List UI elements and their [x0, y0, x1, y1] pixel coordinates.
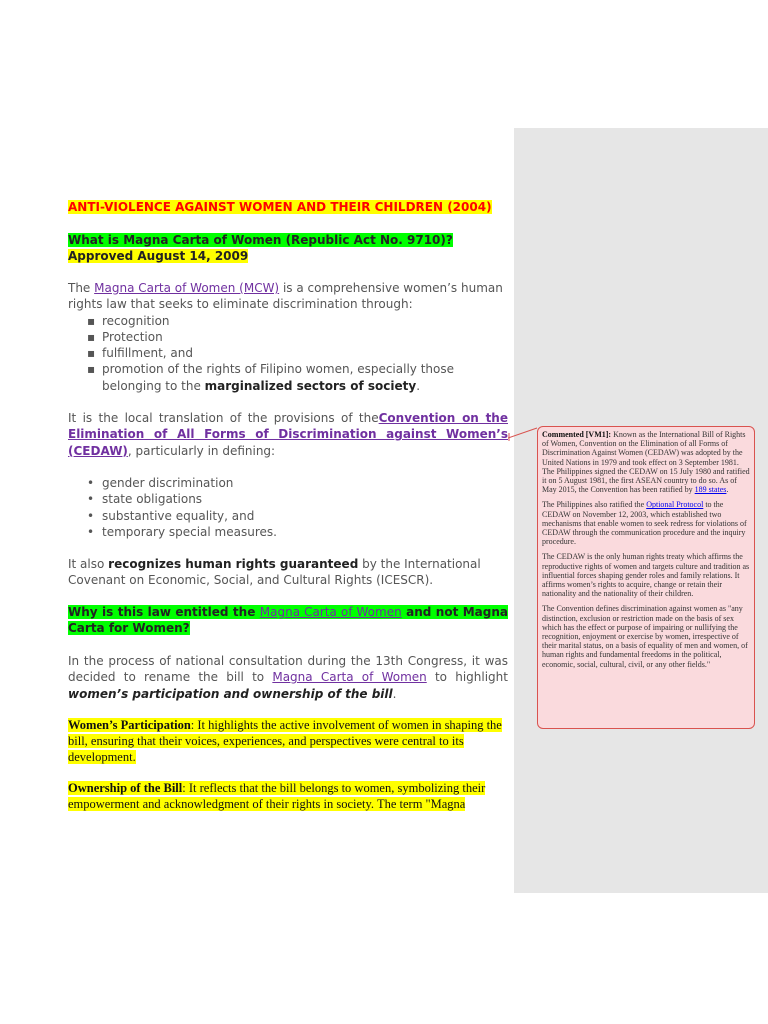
- list-item: ▪ promotion of the rights of Filipino women, especially those belonging to the marginalized sectors of society.: [87, 362, 454, 393]
- list-item: • temporary special measures.: [87, 524, 277, 539]
- paragraph-womens-participation: Women’s Participation: It highlights the active involvement of women in shaping the bill, ensuring that their voices, experiences, and perspectives were central to its development.: [68, 718, 502, 764]
- paragraph-cedaw: It is the local translation of the provisions of theConvention on the Elimination of All Forms of Discrimination against Women’s (CEDAW), particularly in defining:: [68, 411, 508, 458]
- list-item: ▪ recognition: [87, 313, 170, 328]
- list-item: • substantive equality, and: [87, 508, 255, 523]
- optional-protocol-link[interactable]: Optional Protocol: [646, 500, 704, 510]
- list-item: • state obligations: [87, 492, 203, 507]
- comment-paragraph: The CEDAW is the only human rights treaty which affirms the reproductive rights of women and targets culture and tradition as influential forces shaping gender roles and family relations. It affirms women’s rights to acquire, change or retain their nationality and the nationality of their children.: [542, 552, 750, 599]
- paragraph-rename: In the process of national consultation during the 13th Congress, it was decided to rename the bill to Magna Carta of Women to highlight women’s participation and ownership of the bill.: [68, 654, 508, 701]
- magna-carta-link-2[interactable]: Magna Carta of Women: [259, 605, 402, 619]
- 189-states-link[interactable]: 189 states: [694, 485, 727, 495]
- defining-list: [68, 475, 508, 540]
- comment-balloon[interactable]: [537, 426, 755, 729]
- paragraph-icescr: It also recognizes human rights guaranteed by the International Covenant on Economic, Social, and Cultural Rights (ICESCR).: [68, 557, 481, 588]
- question-1: [68, 232, 508, 264]
- comment-paragraph: Commented [VM1]: Known as the International Bill of Rights of Women, Convention on the Elimination of all Forms of Discrimination Against Women (CEDAW) was adopted by the United Nations in 1979 and took effect on 3 September 1981. The Philippines signed the CEDAW on 15 July 1980 and ratified it on 5 August 1981, the first ASEAN country to do so. As of May 2015, the Convention has been ratified by 189 states.: [542, 430, 750, 495]
- paragraph-ownership: Ownership of the Bill: It reflects that the bill belongs to women, symbolizing their empowerment and acknowledgment of their rights in society. The term "Magna: [68, 781, 486, 811]
- question-1-title: What is Magna Carta of Women (Republic Act No. 9710)?: [68, 233, 453, 247]
- document-heading: [68, 199, 508, 215]
- list-item: • gender discrimination: [87, 476, 234, 490]
- cedaw-link[interactable]: Convention on the Elimination of All Forms of Discrimination against Women’s (CEDAW): [68, 411, 508, 458]
- comment-paragraph: The Convention defines discrimination against women as "any distinction, exclusion or restriction made on the basis of sex which has the effect or purpose of impairing or nullifying the recognition, enjoyment or exercise by women, irrespective of their marital status, on a basis of equality of men and women, of human rights and fundamental freedoms in the political, economic, social, cultural, civil, or any other fields.": [542, 604, 748, 669]
- comment-author-label: Commented [VM1]:: [542, 430, 612, 439]
- approved-date: Approved August 14, 2009: [68, 249, 249, 263]
- heading-text: ANTI-VIOLENCE AGAINST WOMEN AND THEIR CHILDREN (2004): [68, 200, 492, 214]
- paragraph-mcw-definition: The Magna Carta of Women (MCW) is a comprehensive women’s human rights law that seeks to eliminate discrimination through: ▪ recognition ▪ Protection ▪ fulfillment, and ▪ promotion of the rights of Filipino women, especially those belonging to the marginalized sectors of society.: [68, 280, 508, 394]
- comment-paragraph: The Philippines also ratified the Optional Protocol to the CEDAW on November 12, 2003, which established two mechanisms that enable women to seek redress for violations of CEDAW through the communication procedure and the inquiry procedure.: [542, 500, 747, 547]
- discrimination-list: [68, 313, 508, 394]
- comment-connector: [508, 425, 538, 441]
- list-item: ▪ Protection: [87, 329, 163, 344]
- magna-carta-link-3[interactable]: Magna Carta of Women: [272, 670, 427, 685]
- list-item: ▪ fulfillment, and: [87, 346, 193, 361]
- question-2: Why is this law entitled the Magna Carta of Women and not Magna Carta for Women?: [68, 605, 508, 636]
- magna-carta-link[interactable]: Magna Carta of Women (MCW): [94, 281, 280, 295]
- defining-list-container: [68, 475, 508, 540]
